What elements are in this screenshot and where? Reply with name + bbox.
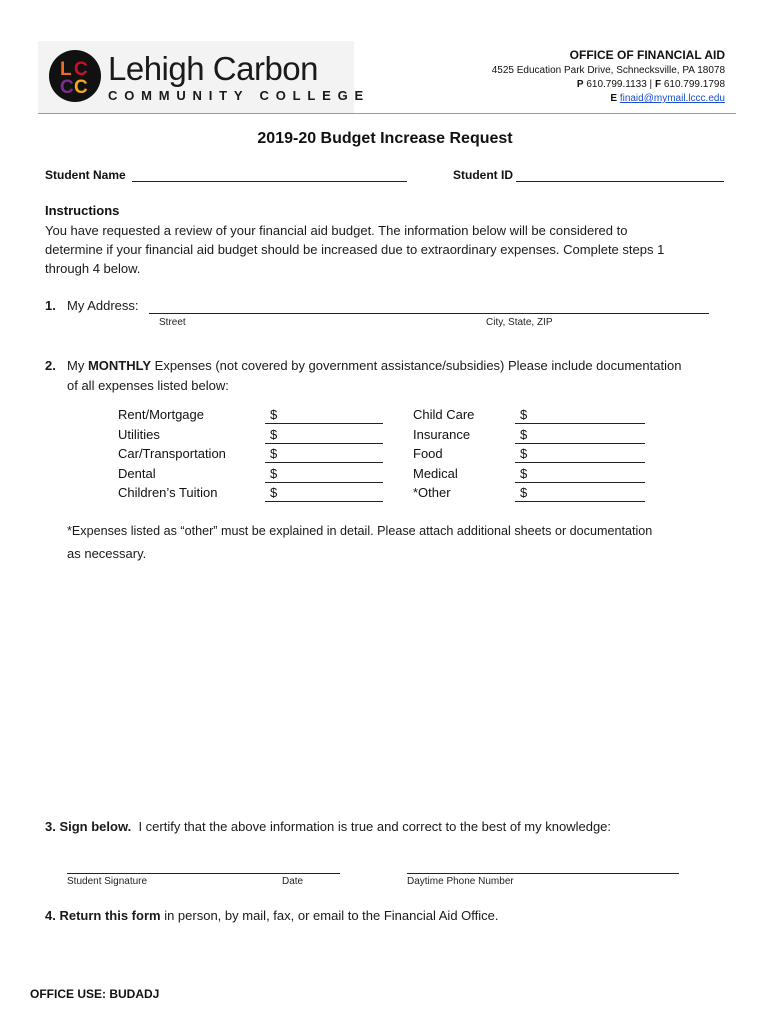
instructions-line-3: through 4 below.	[45, 261, 141, 276]
currency-sign: $	[270, 465, 278, 481]
expense-amount-field[interactable]	[265, 501, 383, 502]
phone-number: 610.799.1133	[586, 79, 647, 90]
college-subtitle: COMMUNITY COLLEGE	[108, 88, 370, 103]
step2-text-pre: My	[67, 358, 88, 373]
svg-text:C: C	[74, 59, 88, 80]
expense-amount-field[interactable]	[265, 482, 383, 483]
step2-number: 2.	[45, 358, 56, 373]
step3-heading: 3. Sign below.	[45, 819, 132, 834]
header-divider	[38, 113, 736, 114]
student-name-label: Student Name	[45, 168, 126, 182]
expense-dollars-right	[520, 405, 527, 503]
step2-monthly: MONTHLY	[87, 358, 152, 373]
expense-label: Children’s Tuition	[118, 485, 218, 500]
expense-amount-field[interactable]	[515, 462, 645, 463]
currency-sign: $	[520, 407, 528, 422]
expense-list-left	[118, 405, 226, 503]
instructions-heading: Instructions	[45, 203, 120, 218]
college-logo-icon	[48, 49, 102, 103]
expense-label: *Other	[413, 485, 451, 500]
step3-text: I certify that the above information is true and correct to the best of my knowledge:	[138, 819, 612, 834]
step2-text	[67, 356, 681, 375]
step4-heading: 4. Return this form	[45, 908, 161, 923]
step2-text-line-2: of all expenses listed below:	[67, 378, 229, 393]
student-id-label: Student ID	[453, 168, 513, 182]
daytime-phone-caption: Daytime Phone Number	[407, 876, 514, 887]
signature-date-field[interactable]	[67, 873, 340, 874]
expense-label: Food	[413, 446, 443, 461]
office-email-line	[610, 92, 725, 106]
expense-label: Insurance	[413, 426, 471, 442]
college-name: Lehigh Carbon	[108, 50, 318, 87]
step1-label: My Address:	[67, 298, 139, 313]
expense-amount-field[interactable]	[265, 423, 383, 424]
step2-text-post: Expenses (not covered by government assistance/subsidies) Please include documentation	[151, 358, 682, 373]
step3-line	[45, 817, 611, 836]
expense-label: Rent/Mortgage	[118, 407, 204, 422]
expense-amount-field[interactable]	[265, 443, 383, 444]
student-name-field[interactable]	[132, 181, 407, 182]
street-caption: Street	[159, 317, 186, 328]
student-id-field[interactable]	[516, 181, 724, 182]
svg-text:L: L	[60, 59, 72, 80]
currency-sign: $	[520, 485, 528, 500]
expense-amount-field[interactable]	[515, 501, 645, 502]
email-prefix: E	[610, 93, 618, 104]
currency-sign: $	[270, 446, 278, 461]
instructions-line-2: determine if your financial aid budget should be increased due to extraordinary expenses. Complete steps 1	[45, 242, 665, 257]
expense-dollars-left	[270, 405, 277, 503]
expense-label: Medical	[413, 465, 458, 481]
phone-prefix: P	[576, 79, 584, 90]
step1-number: 1.	[45, 298, 56, 313]
office-title: OFFICE OF FINANCIAL AID	[569, 48, 725, 62]
office-phone-fax	[577, 78, 725, 92]
expense-label: Child Care	[413, 407, 475, 422]
expense-list-right	[413, 405, 474, 503]
address-field[interactable]	[149, 313, 709, 314]
step4-line	[45, 906, 499, 925]
fax-prefix: F	[654, 79, 662, 90]
student-signature-caption: Student Signature	[67, 876, 148, 887]
email-link[interactable]: finaid@mymail.lccc.edu	[619, 93, 725, 104]
expense-label: Car/Transportation	[118, 446, 226, 461]
expense-label: Dental	[118, 465, 156, 481]
form-title: 2019-20 Budget Increase Request	[257, 130, 513, 147]
expense-amount-field[interactable]	[515, 482, 645, 483]
other-note-line-1: *Expenses listed as “other” must be explained in detail. Please attach additional sheets or documentation	[67, 524, 653, 538]
svg-text:C: C	[74, 77, 88, 98]
expense-amount-field[interactable]	[515, 443, 645, 444]
currency-sign: $	[270, 407, 278, 422]
expense-amount-field[interactable]	[515, 423, 645, 424]
office-address: 4525 Education Park Drive, Schnecksville, PA 18078	[491, 65, 725, 76]
expense-amount-field[interactable]	[265, 462, 383, 463]
office-use-code: OFFICE USE: BUDADJ	[30, 987, 160, 1001]
expense-label: Utilities	[118, 426, 160, 442]
date-caption: Date	[282, 876, 304, 887]
currency-sign: $	[520, 426, 528, 442]
currency-sign: $	[270, 485, 278, 500]
daytime-phone-field[interactable]	[407, 873, 679, 874]
other-note-line-2: as necessary.	[67, 546, 147, 561]
instructions-line-1: You have requested a review of your financial aid budget. The information below will be considered to	[45, 223, 628, 238]
fax-number: 610.799.1798	[663, 79, 725, 90]
step4-text: in person, by mail, fax, or email to the Financial Aid Office.	[160, 908, 499, 923]
fax-separator: |	[649, 79, 653, 90]
currency-sign: $	[520, 446, 528, 461]
city-state-zip-caption: City, State, ZIP	[486, 317, 553, 328]
currency-sign: $	[520, 465, 528, 481]
currency-sign: $	[270, 426, 278, 442]
svg-text:C: C	[60, 77, 74, 98]
